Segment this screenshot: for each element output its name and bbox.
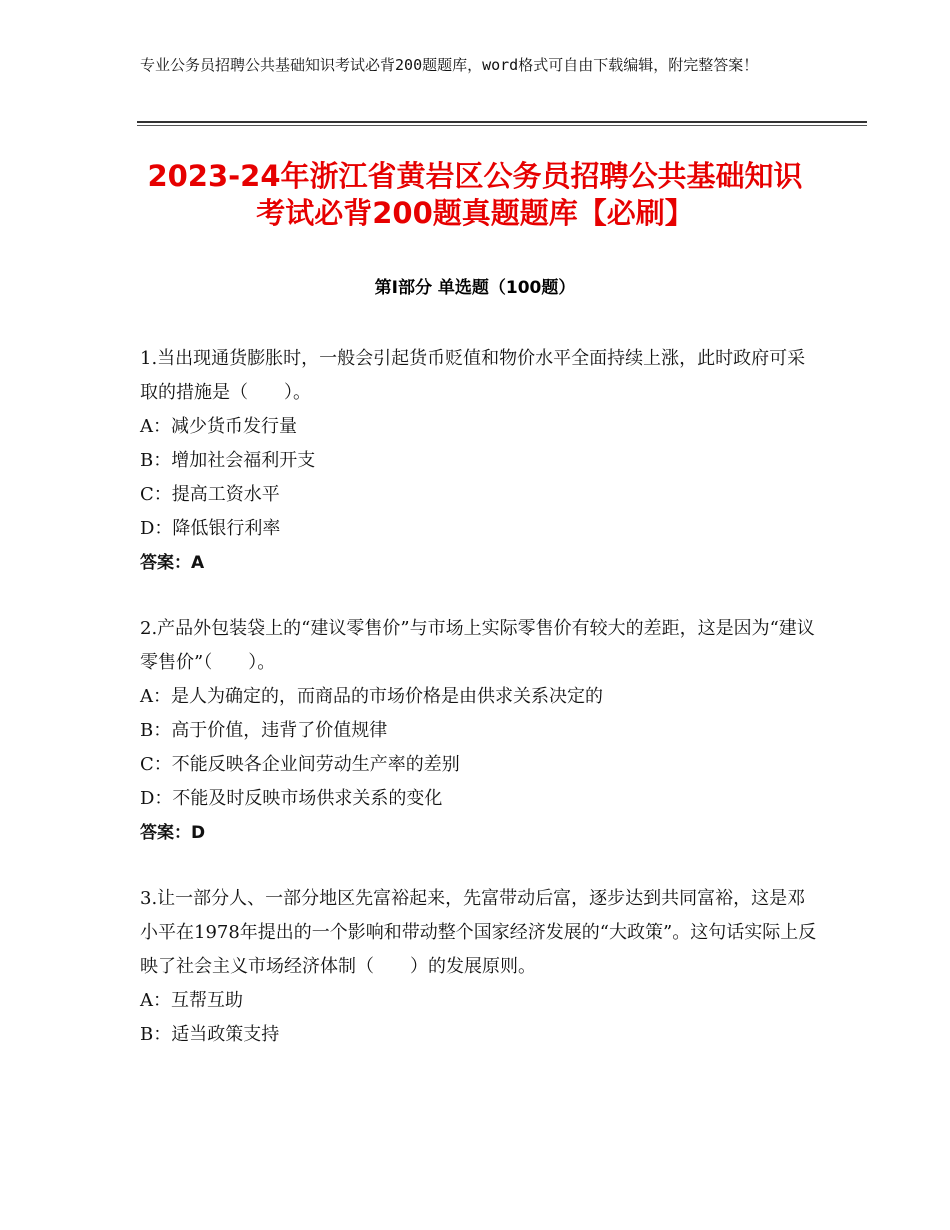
option-b: B：适当政策支持 — [140, 1024, 280, 1045]
document-title: 2023-24年浙江省黄岩区公务员招聘公共基础知识考试必背200题真题题库【必刷】 — [147, 159, 803, 230]
option-c: C：不能反映各企业间劳动生产率的差别 — [140, 754, 460, 775]
header-note: 专业公务员招聘公共基础知识考试必背200题题库，word格式可自由下载编辑，附完整答案！ — [140, 56, 759, 74]
question-stem: 2.产品外包装袋上的“建议零售价”与市场上实际零售价有较大的差距，这是因为“建议零售价”（ ）。 — [140, 618, 815, 673]
header-divider-thick — [137, 121, 867, 123]
option-b: B：高于价值，违背了价值规律 — [140, 720, 388, 741]
question-item — [140, 882, 820, 1052]
section-heading: 第Ⅰ部分 单选题（100题） — [374, 278, 576, 298]
question-stem: 1.当出现通货膨胀时，一般会引起货币贬值和物价水平全面持续上涨，此时政府可采取的措施是（ ）。 — [140, 348, 806, 403]
question-stem: 3.让一部分人、一部分地区先富裕起来，先富带动后富，逐步达到共同富裕，这是邓小平在1978年提出的一个影响和带动整个国家经济发展的“大政策”。这句话实际上反映了社会主义市场经济体制（ ）的发展原则。 — [140, 888, 817, 977]
question-item — [140, 342, 820, 580]
header-divider-thin — [137, 125, 867, 126]
question-item — [140, 612, 820, 850]
question-list — [140, 342, 820, 1084]
option-c: C：提高工资水平 — [140, 484, 280, 505]
option-d: D：不能及时反映市场供求关系的变化 — [140, 788, 443, 809]
option-b: B：增加社会福利开支 — [140, 450, 316, 471]
option-a: A：减少货币发行量 — [140, 416, 297, 437]
answer-line: 答案：A — [140, 553, 205, 573]
option-a: A：是人为确定的，而商品的市场价格是由供求关系决定的 — [140, 686, 603, 707]
option-a: A：互帮互助 — [140, 990, 243, 1011]
answer-line: 答案：D — [140, 823, 206, 843]
option-d: D：降低银行利率 — [140, 518, 281, 539]
